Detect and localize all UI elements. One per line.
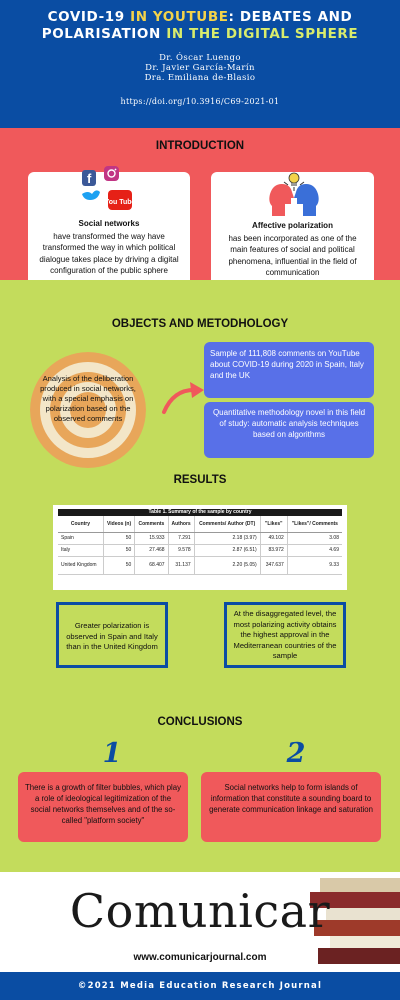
finding-box-2: At the disaggregated level, the most polarizing activity obtains the highest approval in the Mediterranean countries of the sample	[224, 602, 346, 668]
table-header: Videos (n)	[103, 516, 134, 532]
table-cell: 49.102	[260, 532, 287, 544]
debate-heads-icon	[268, 172, 320, 218]
doi-link[interactable]: https://doi.org/10.3916/C69-2021-01	[120, 97, 280, 106]
affective-polarization-text: has been incorporated as one of the main features of social and political phenomena, influential in the field of communication	[228, 233, 357, 277]
svg-text:f: f	[87, 171, 92, 186]
table-cell: 347.637	[260, 556, 287, 574]
table-header: "Likes"/ Comments	[287, 516, 342, 532]
table-cell: 27.468	[135, 544, 168, 556]
curved-arrow-icon	[160, 378, 208, 418]
conclusion-box-2: Social networks help to form islands of information that constitute a sounding board to generate communication linkage and saturation	[201, 772, 381, 842]
table-cell: 15.933	[135, 532, 168, 544]
table-cell: 68.407	[135, 556, 168, 574]
table-row	[58, 556, 342, 574]
table-cell: 31.137	[168, 556, 194, 574]
table-cell: 9.578	[168, 544, 194, 556]
conclusions-title: CONCLUSIONS	[157, 716, 243, 728]
table-cell: 83.972	[260, 544, 287, 556]
table-row	[58, 544, 342, 556]
analysis-text: Analysis of the deliberation produced in social networks, with a special emphasis on polarization based on the observed comments	[40, 374, 136, 423]
table-cell: 3.08	[287, 532, 342, 544]
table-header: "Likes"	[260, 516, 287, 532]
table-cell: Italy	[58, 544, 103, 556]
copyright-bar: ©2021 Media Education Research Journal	[0, 972, 400, 1000]
social-networks-text: have transformed the way have transformed the way in which political dialogue takes place by driving a digital configuration of the public sphere	[39, 231, 179, 275]
table-cell: 9.33	[287, 556, 342, 574]
introduction-title: INTRODUCTION	[155, 140, 245, 152]
affective-polarization-card	[211, 172, 374, 294]
affective-polarization-label: Affective polarization	[252, 221, 333, 230]
table-caption: Table 1. Summary of the sample by country	[58, 509, 342, 516]
social-media-icon	[80, 166, 140, 218]
table-cell: 4.69	[287, 544, 342, 556]
table-cell: Spain	[58, 532, 103, 544]
table-header: Country	[58, 516, 103, 532]
table-cell: 2.18 (3.97)	[194, 532, 260, 544]
conclusion-box-1: There is a growth of filter bubbles, which play a role of ideological legitimization of the social networks themselves and of the so-called "platform society"	[18, 772, 188, 842]
results-title: RESULTS	[173, 474, 227, 486]
methodology-box: Quantitative methodology novel in this field of study: automatic analysis techniques based on algorithms	[204, 402, 374, 458]
introduction-section	[0, 128, 400, 280]
finding-box-1: Greater polarization is observed in Spain and Italy than in the United Kingdom	[56, 602, 168, 668]
objects-title: OBJECTS AND METODHOLOGY	[111, 318, 289, 330]
table-header: Comments/ Author (DT)	[194, 516, 260, 532]
conclusions-section	[0, 690, 400, 872]
number-two-icon: 2	[286, 738, 306, 769]
table-cell: 7.291	[168, 532, 194, 544]
table-cell: 50	[103, 544, 134, 556]
table-cell: 2.20 (5.05)	[194, 556, 260, 574]
sample-box: Sample of 111,808 comments on YouTube about COVID-19 during 2020 in Spain, Italy and the UK	[204, 342, 374, 398]
author-3: Dra. Emiliana de-Blasio	[144, 73, 256, 83]
footer	[0, 872, 400, 972]
table-row	[58, 532, 342, 544]
website-link[interactable]: www.comunicarjournal.com	[133, 952, 267, 963]
table-cell: 50	[103, 532, 134, 544]
table-cell: 50	[103, 556, 134, 574]
svg-text:You Tube: You Tube	[104, 199, 136, 206]
table-header: Comments	[135, 516, 168, 532]
sample-table	[58, 516, 342, 575]
author-1: Dr. Óscar Luengo	[159, 53, 241, 63]
number-one-icon: 1	[102, 738, 122, 769]
table-header: Authors	[168, 516, 194, 532]
table-header-row	[58, 516, 342, 532]
objects-results-section	[0, 280, 400, 690]
authors	[0, 53, 400, 83]
table-cell: 2.87 (6.51)	[194, 544, 260, 556]
header	[0, 0, 400, 128]
table-cell: United Kingdom	[58, 556, 103, 574]
social-networks-label: Social networks	[78, 219, 140, 228]
results-table	[53, 505, 347, 590]
author-2: Dr. Javier García-Marín	[145, 63, 255, 73]
comunicar-logo: Comunicar	[69, 884, 331, 938]
social-networks-card	[28, 172, 190, 294]
page-title: COVID-19 IN YOUTUBE: DEBATES AND POLARISATION IN THE DIGITAL SPHERE	[41, 9, 359, 42]
